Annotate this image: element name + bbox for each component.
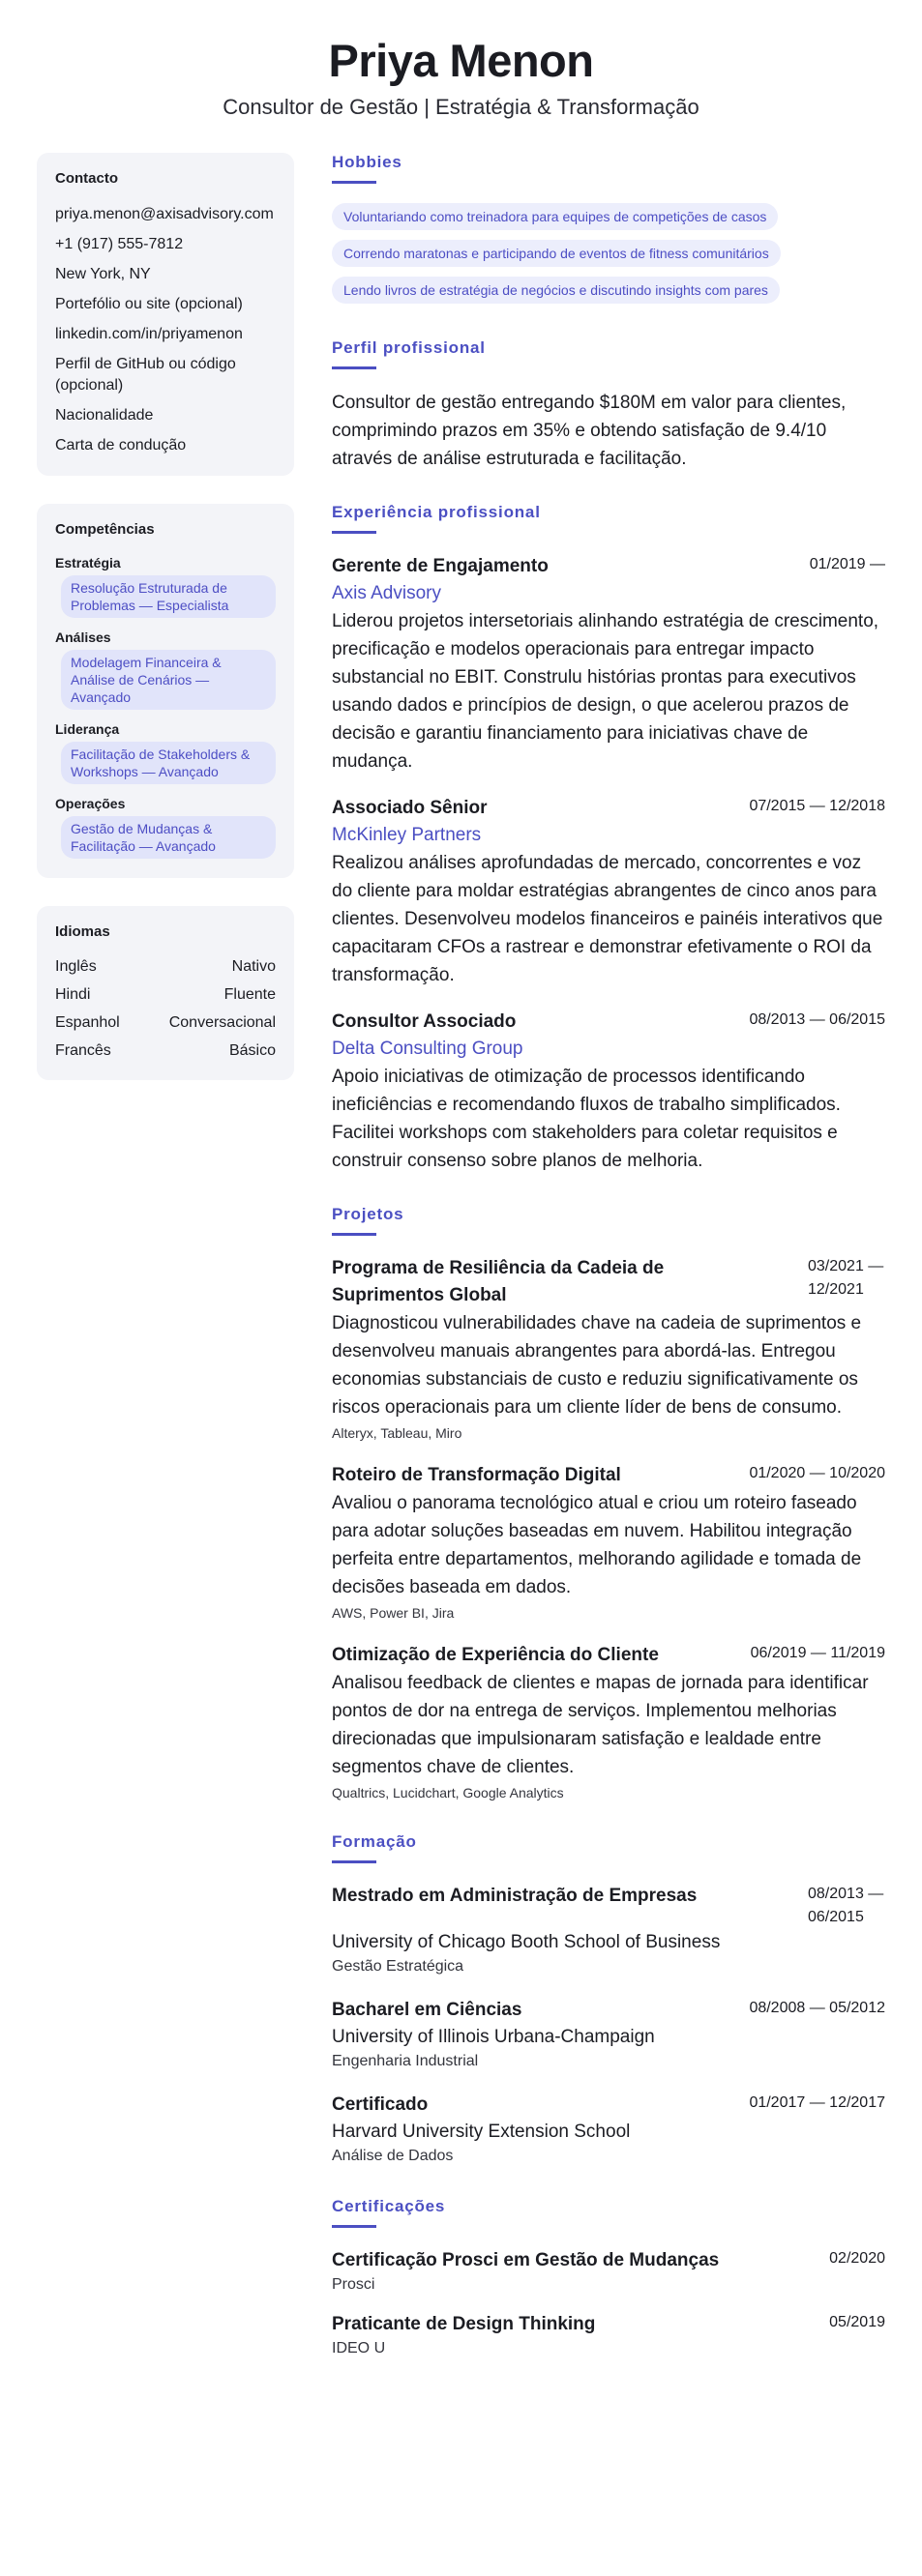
resume-header <box>0 0 922 120</box>
skill-category: Estratégia <box>55 555 121 571</box>
language-row <box>55 985 276 1005</box>
skill-pill: Resolução Estruturada de Problemas — Especialista <box>61 575 276 618</box>
certifications-section <box>332 2197 885 2359</box>
hobby-list <box>332 203 885 313</box>
section-rule <box>332 1233 376 1236</box>
job-description: Liderou projetos intersetoriais alinhando estratégia de crescimento, precificação e modelos operacionais para entregar impacto substancial no EBIT. Construlu histórias prontas para executivos usando dados e princípios de design, o que acelerou prazos de decisão e garantiu financiamento para iniciativas chave de mudança. <box>332 611 879 772</box>
project-name: Programa de Resiliência da Cadeia de Suprimentos Global <box>332 1258 665 1305</box>
job-date: 07/2015 — 12/2018 <box>749 798 885 814</box>
project-entry <box>332 1255 885 1443</box>
profile-heading: Perfil profissional <box>332 338 486 357</box>
certification-issuer: Prosci <box>332 2276 375 2293</box>
contact-license: Carta de condução <box>55 437 187 454</box>
language-name: Espanhol <box>55 1014 120 1031</box>
projects-section <box>332 1205 885 1802</box>
projects-heading: Projetos <box>332 1205 404 1223</box>
education-section <box>332 1832 885 2167</box>
section-rule <box>332 181 376 184</box>
certification-name: Praticante de Design Thinking <box>332 2314 596 2334</box>
skill-group <box>55 721 276 784</box>
project-description: Analisou feedback de clientes e mapas de jornada para identificar pontos de dor na entrega de serviços. Implementou melhorias direcionadas que impulsionaram satisfação e lealdade entre segmentos chave de clientes. <box>332 1673 869 1777</box>
degree-name: Mestrado em Administração de Empresas <box>332 1886 698 1906</box>
field-of-study: Análise de Dados <box>332 2148 454 2164</box>
project-tools: Qualtrics, Lucidchart, Google Analytics <box>332 1785 564 1800</box>
skill-pill: Facilitação de Stakeholders & Workshops — Avançado <box>61 742 276 784</box>
skill-group <box>55 796 276 859</box>
degree-name: Certificado <box>332 2094 429 2115</box>
section-rule <box>332 531 376 534</box>
degree-date: 01/2017 — 12/2017 <box>749 2094 885 2111</box>
skill-pill: Modelagem Financeira & Análise de Cenários — Avançado <box>61 650 276 710</box>
certification-issuer: IDEO U <box>332 2340 386 2356</box>
languages-card <box>37 906 294 1080</box>
experience-section <box>332 503 885 1175</box>
job-company: Axis Advisory <box>332 583 441 603</box>
certification-entry <box>332 2247 885 2296</box>
contact-phone: +1 (917) 555-7812 <box>55 236 184 252</box>
candidate-name: Priya Menon <box>328 35 594 86</box>
section-rule <box>332 366 376 369</box>
hobbies-heading: Hobbies <box>332 153 402 171</box>
contact-location: New York, NY <box>55 266 151 282</box>
education-entry <box>332 1883 885 1977</box>
hobby-pill: Lendo livros de estratégia de negócios e discutindo insights com pares <box>332 277 780 304</box>
experience-entry <box>332 553 885 776</box>
section-rule <box>332 2225 376 2228</box>
certification-date: 05/2019 <box>829 2314 885 2330</box>
job-role: Gerente de Engajamento <box>332 556 549 576</box>
profile-section <box>332 338 885 473</box>
language-row <box>55 1013 276 1033</box>
project-description: Avaliou o panorama tecnológico atual e criou um roteiro faseado para adotar soluções baseadas em nuvem. Habilitou integração perfeita entre departamentos, melhorando agilidade e tomada de decisões baseada em dados. <box>332 1493 862 1597</box>
hobby-pill: Voluntariando como treinadora para equipes de competições de casos <box>332 203 778 230</box>
field-of-study: Gestão Estratégica <box>332 1958 464 1975</box>
project-tools: AWS, Power BI, Jira <box>332 1605 455 1621</box>
language-name: Francês <box>55 1042 111 1059</box>
profile-text: Consultor de gestão entregando $180M em valor para clientes, comprimindo prazos em 35% e obtendo satisfação de 9.4/10 através de análise estruturada e facilitação. <box>332 393 847 469</box>
degree-date: 08/2013 — 06/2015 <box>808 1886 884 1925</box>
skill-group <box>55 555 276 618</box>
sidebar <box>37 153 294 1108</box>
education-heading: Formação <box>332 1832 417 1851</box>
certification-date: 02/2020 <box>829 2250 885 2267</box>
hobby-pill: Correndo maratonas e participando de eventos de fitness comunitários <box>332 240 781 267</box>
contact-linkedin: linkedin.com/in/priyamenon <box>55 326 243 342</box>
skill-category: Operações <box>55 796 126 811</box>
job-role: Consultor Associado <box>332 1011 517 1032</box>
school-name: University of Illinois Urbana-Champaign <box>332 2027 655 2047</box>
main-column <box>332 153 885 2359</box>
school-name: University of Chicago Booth School of Business <box>332 1932 721 1952</box>
languages-title: Idiomas <box>55 923 110 940</box>
experience-entry <box>332 1009 885 1175</box>
job-company: McKinley Partners <box>332 825 482 845</box>
job-description: Apoio iniciativas de otimização de processos identificando ineficiências e recomendando fluxos de trabalho simplificados. Facilitei workshops com stakeholders para coletar requisitos e construir consenso sobre planos de melhoria. <box>332 1067 841 1171</box>
language-level: Fluente <box>223 986 276 1003</box>
language-row <box>55 957 276 977</box>
language-name: Inglês <box>55 958 97 975</box>
project-date: 01/2020 — 10/2020 <box>749 1465 885 1481</box>
language-row <box>55 1041 276 1061</box>
contact-portfolio: Portefólio ou site (opcional) <box>55 296 243 312</box>
skills-card <box>37 504 294 878</box>
language-level: Conversacional <box>168 1014 276 1031</box>
job-company: Delta Consulting Group <box>332 1039 523 1059</box>
project-entry <box>332 1642 885 1802</box>
education-entry <box>332 2092 885 2167</box>
skills-title: Competências <box>55 521 155 538</box>
contact-email: priya.menon@axisadvisory.com <box>55 206 274 222</box>
contact-title: Contacto <box>55 170 118 187</box>
skill-group <box>55 629 276 710</box>
certifications-heading: Certificações <box>332 2197 446 2215</box>
project-name: Otimização de Experiência do Cliente <box>332 1645 659 1665</box>
certification-name: Certificação Prosci em Gestão de Mudanças <box>332 2250 720 2270</box>
contact-card <box>37 153 294 476</box>
contact-github: Perfil de GitHub ou código (opcional) <box>55 356 236 394</box>
degree-name: Bacharel em Ciências <box>332 2000 522 2020</box>
contact-nationality: Nacionalidade <box>55 407 154 424</box>
hobbies-section <box>332 153 885 313</box>
skill-category: Liderança <box>55 721 120 737</box>
school-name: Harvard University Extension School <box>332 2122 631 2142</box>
project-date: 06/2019 — 11/2019 <box>750 1645 885 1661</box>
job-role: Associado Sênior <box>332 798 488 818</box>
experience-entry <box>332 795 885 989</box>
project-date: 03/2021 — 12/2021 <box>808 1258 884 1298</box>
language-level: Nativo <box>231 958 276 975</box>
project-description: Diagnosticou vulnerabilidades chave na cadeia de suprimentos e desenvolveu manuais abrangentes para abordá-las. Entregou economias substanciais de custo e reduziu significativamente os riscos operacionais para um cliente líder de bens de consumo. <box>332 1313 862 1418</box>
project-name: Roteiro de Transformação Digital <box>332 1465 621 1485</box>
certification-entry <box>332 2311 885 2359</box>
skill-pill: Gestão de Mudanças & Facilitação — Avançado <box>61 816 276 859</box>
section-rule <box>332 1860 376 1863</box>
skill-category: Análises <box>55 629 111 645</box>
job-date: 08/2013 — 06/2015 <box>749 1011 885 1028</box>
candidate-tagline: Consultor de Gestão | Estratégia & Transformação <box>223 95 699 119</box>
language-name: Hindi <box>55 986 91 1003</box>
field-of-study: Engenharia Industrial <box>332 2053 479 2069</box>
degree-date: 08/2008 — 05/2012 <box>749 2000 885 2016</box>
project-tools: Alteryx, Tableau, Miro <box>332 1425 462 1441</box>
job-description: Realizou análises aprofundadas de mercado, concorrentes e voz do cliente para moldar estratégias abrangentes de cinco anos para clientes. Desenvolveu modelos financeiros e painéis interativos que capacitaram CFOs a rastrear e demonstrar efetivamente o ROI da transformação. <box>332 853 883 985</box>
job-date: 01/2019 — <box>809 556 885 572</box>
language-level: Básico <box>228 1042 276 1059</box>
experience-heading: Experiência profissional <box>332 503 541 521</box>
education-entry <box>332 1997 885 2072</box>
project-entry <box>332 1462 885 1623</box>
